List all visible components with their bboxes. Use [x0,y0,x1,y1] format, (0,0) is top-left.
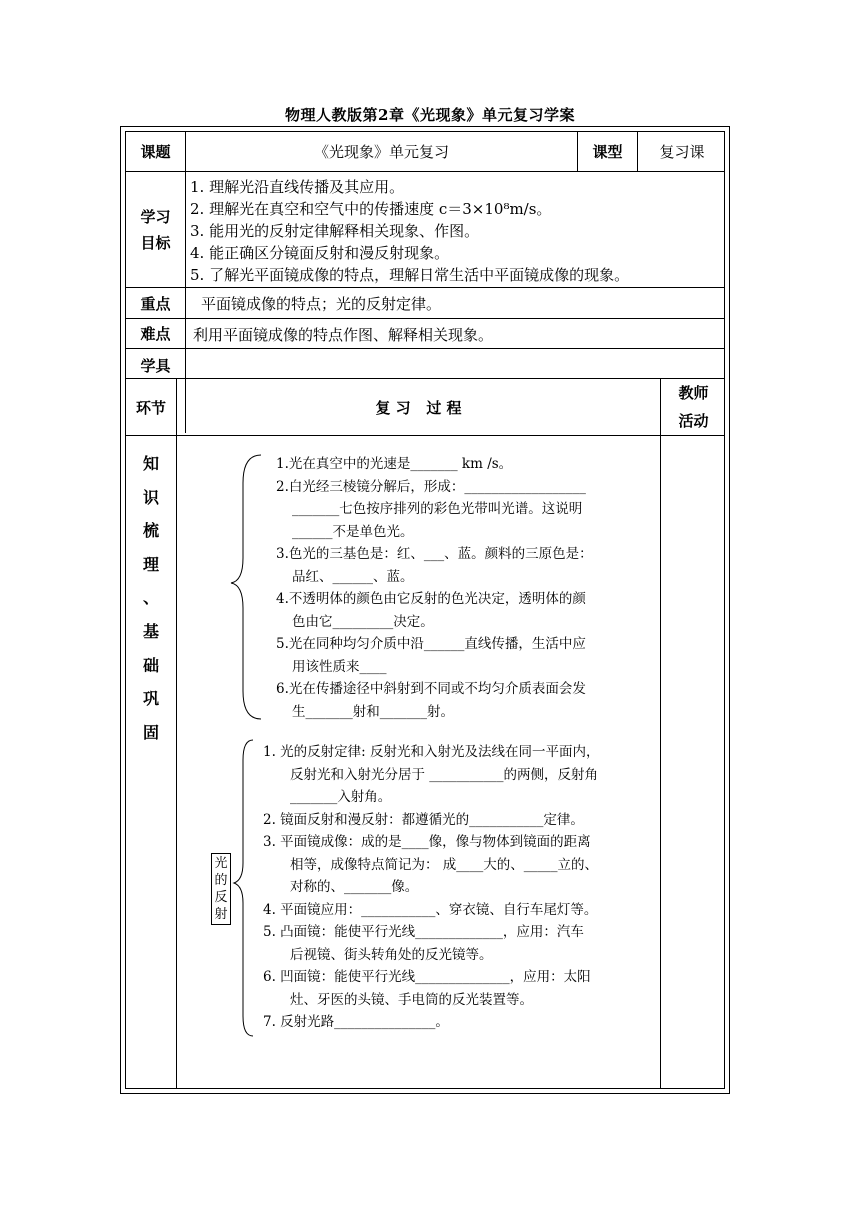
row-divider [125,348,725,349]
brace-left-icon [229,453,269,723]
difficulty-label: 难点 [140,325,171,343]
goals-label-line1: 学习 [140,207,171,226]
list-item: 灶、牙医的头镜、手电筒的反光装置等。 [290,991,533,1008]
goal-item: 1. 理解光沿直线传播及其应用。 [190,178,405,196]
stage-char: 理 [142,554,159,574]
list-item: 6.光在传播途径中斜射到不同或不均匀介质表面会发 [276,681,586,697]
list-item: 2.白光经三棱镜分解后，形成：__________________ [276,478,586,495]
col-divider [176,379,177,1089]
goals-list [190,176,750,286]
topic-value: 《光现象》单元复习 [313,143,449,161]
focus-label: 重点 [140,294,171,313]
list-item: 5.光在同种均匀介质中沿______直线传播，生活中应 [276,636,586,652]
section1-list [276,453,593,723]
row-divider [125,287,725,288]
type-value: 复习课 [659,143,705,161]
stage-char: 知 [142,454,159,473]
teacher-label-line2: 活动 [678,412,709,430]
stage-char: 固 [142,722,159,742]
list-item: 7. 反射光路_______________。 [263,1014,449,1030]
topic-label: 课题 [140,143,171,161]
list-item: 3. 平面镜成像：成的是____像，像与物体到镜面的距离 [263,834,591,850]
goals-label [126,172,185,287]
list-item: 用该性质来____ [292,658,387,675]
list-item: 生_______射和_______射。 [292,703,454,720]
list-item: 2. 镜面反射和漫反射：都遵循光的___________定律。 [263,811,584,828]
stage-char: 巩 [142,689,159,709]
process-label: 复 习 过 程 [375,398,462,417]
row-divider [125,318,725,319]
tools-label: 学具 [140,357,171,375]
list-item: 6. 凹面镜：能使平行光线______________，应用：太阳 [263,969,591,985]
col-divider [660,379,661,1089]
focus-text: 平面镜成像的特点；光的反射定律。 [201,295,442,313]
goals-label-line2: 目标 [140,233,171,252]
list-item: 3.色光的三基色是：红、___、蓝。颜料的三原色是： [276,546,593,562]
section2-label: 光的反射 [211,853,231,925]
list-item: 1.光在真空中的光速是_______ km /s。 [276,456,513,472]
stage-char: 基 [142,621,159,641]
list-item: 色由它_________决定。 [292,613,434,630]
brace-left-icon [231,738,261,1038]
list-item: 后视镜、街头转角处的反光镜等。 [290,946,493,963]
list-item: 4.不透明体的颜色由它反射的色光决定，透明体的颜 [276,591,586,607]
goal-item: 2. 理解光在真空和空气中的传播速度 c＝3×10⁸m/s。 [190,200,552,218]
teacher-activity-label [661,379,726,435]
list-item: 对称的、_______像。 [290,879,419,895]
stage-char: 础 [142,655,159,675]
list-item: _______入射角。 [290,789,392,805]
section2-list [263,741,600,1034]
stage-char: 识 [142,487,159,507]
list-item: 4. 平面镜应用：___________、穿衣镜、自行车尾灯等。 [263,901,598,918]
list-item: 相等，成像特点简记为： 成____大的、_____立的、 [290,856,599,873]
goal-item: 4. 能正确区分镜面反射和漫反射现象。 [190,244,450,262]
difficulty-text: 利用平面镜成像的特点作图、解释相关现象。 [193,326,494,344]
teacher-label-line1: 教师 [678,384,709,402]
stage-vertical-text [131,447,171,749]
lesson-table [120,126,730,1094]
list-item: 1. 光的反射定律: 反射光和入射光及法线在同一平面内， [263,744,600,760]
list-item: ______不是单色光。 [292,523,414,540]
stage-char: 、 [142,588,159,608]
stage-char: 梳 [142,521,159,541]
goal-item: 3. 能用光的反射定律解释相关现象、作图。 [190,222,480,240]
type-label: 课型 [592,143,623,161]
goal-item: 5. 了解光平面镜成像的特点，理解日常生活中平面镜成像的现象。 [190,266,630,284]
list-item: 反射光和入射光分居于 ___________的两侧，反射角 [290,766,599,783]
row-divider [125,171,725,172]
list-item: 5. 凸面镜：能使平行光线_____________，应用：汽车 [263,924,584,940]
list-item: _______七色按序排列的彩色光带叫光谱。这说明 [292,501,583,517]
page-title: 物理人教版第2章《光现象》单元复习学案 [285,106,575,124]
stage-label: 环节 [135,398,166,417]
list-item: 品红、______、蓝。 [292,568,414,585]
row-divider [125,435,725,436]
